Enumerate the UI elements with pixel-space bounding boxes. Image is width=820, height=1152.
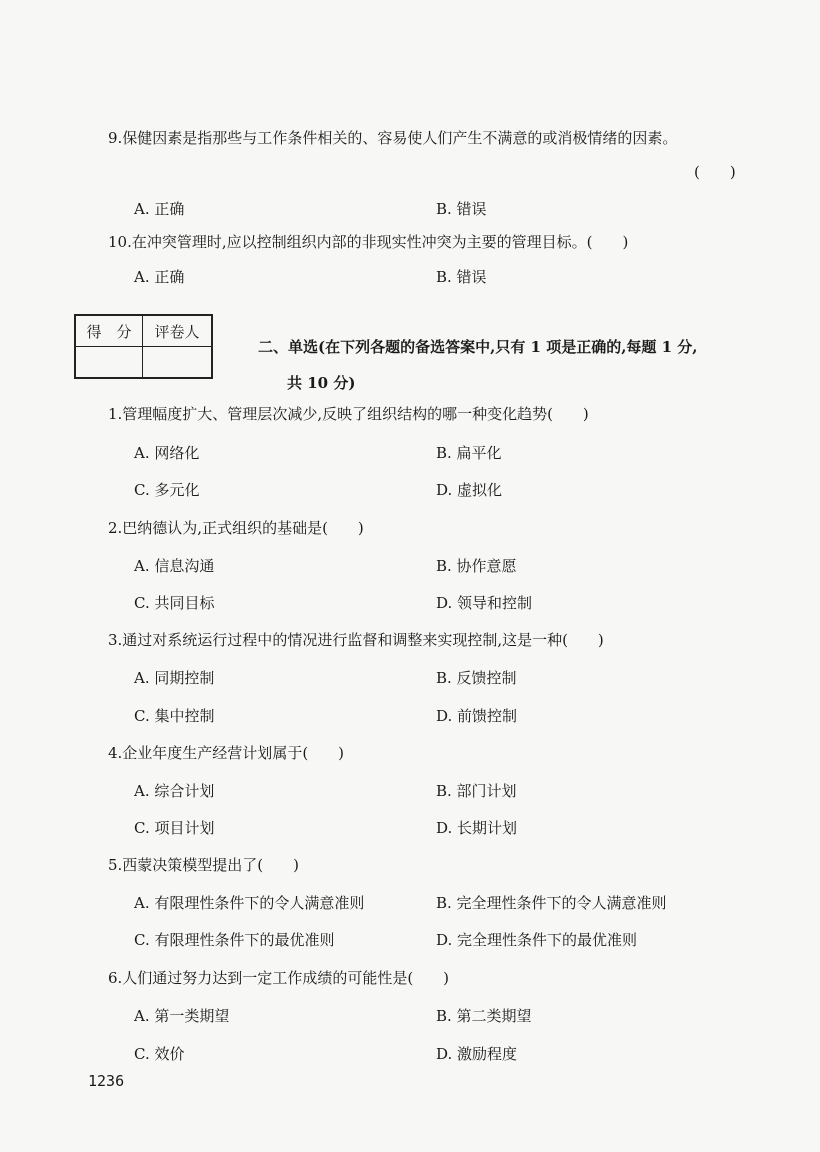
mc-1-option-d: D. 虚拟化	[436, 481, 503, 499]
grader-header: 评卷人	[143, 315, 213, 347]
mc-4-option-a: A. 综合计划	[134, 782, 215, 800]
section-2-header-line-1: 二、单选(在下列各题的备选答案中,只有 1 项是正确的,每题 1 分,	[258, 338, 698, 356]
mc-6-option-a: A. 第一类期望	[134, 1007, 230, 1025]
grader-cell	[143, 347, 213, 379]
mc-4-option-c: C. 项目计划	[134, 819, 215, 837]
question-10-option-b: B. 错误	[436, 268, 487, 286]
score-cell	[75, 347, 143, 379]
mc-2-option-d: D. 领导和控制	[436, 594, 533, 612]
mc-4-option-d: D. 长期计划	[436, 819, 518, 837]
mc-6-option-d: D. 激励程度	[436, 1045, 518, 1063]
mc-6-option-c: C. 效价	[134, 1045, 185, 1063]
score-header: 得 分	[75, 315, 143, 347]
question-9-answer-paren: ( )	[694, 163, 736, 181]
section-2-header-line-2: 共 10 分)	[287, 374, 356, 392]
question-9-option-b: B. 错误	[436, 200, 487, 218]
mc-3-option-a: A. 同期控制	[134, 669, 215, 687]
mc-5-option-d: D. 完全理性条件下的最优准则	[436, 931, 638, 949]
mc-5-option-b: B. 完全理性条件下的令人满意准则	[436, 894, 667, 912]
mc-5-option-c: C. 有限理性条件下的最优准则	[134, 931, 335, 949]
mc-2-option-c: C. 共同目标	[134, 594, 215, 612]
mc-6-option-b: B. 第二类期望	[436, 1007, 532, 1025]
question-9-text: 9.保健因素是指那些与工作条件相关的、容易使人们产生不满意的或消极情绪的因素。	[108, 129, 678, 147]
mc-3-option-b: B. 反馈控制	[436, 669, 517, 687]
question-9-option-a: A. 正确	[134, 200, 185, 218]
mc-3-option-d: D. 前馈控制	[436, 707, 518, 725]
mc-question-3: 3.通过对系统运行过程中的情况进行监督和调整来实现控制,这是一种( )	[108, 631, 604, 649]
mc-2-option-b: B. 协作意愿	[436, 557, 517, 575]
question-10-option-a: A. 正确	[134, 268, 185, 286]
mc-5-option-a: A. 有限理性条件下的令人满意准则	[134, 894, 365, 912]
question-10-text: 10.在冲突管理时,应以控制组织内部的非现实性冲突为主要的管理目标。( )	[108, 233, 629, 251]
mc-2-option-a: A. 信息沟通	[134, 557, 215, 575]
mc-question-6: 6.人们通过努力达到一定工作成绩的可能性是( )	[108, 969, 450, 987]
score-table	[74, 314, 213, 379]
mc-question-1: 1.管理幅度扩大、管理层次减少,反映了组织结构的哪一种变化趋势( )	[108, 405, 589, 423]
mc-question-5: 5.西蒙决策模型提出了( )	[108, 856, 300, 874]
mc-1-option-c: C. 多元化	[134, 481, 200, 499]
mc-question-2: 2.巴纳德认为,正式组织的基础是( )	[108, 519, 364, 537]
mc-4-option-b: B. 部门计划	[436, 782, 517, 800]
mc-1-option-b: B. 扁平化	[436, 444, 502, 462]
page-number: 1236	[88, 1072, 125, 1090]
mc-3-option-c: C. 集中控制	[134, 707, 215, 725]
mc-question-4: 4.企业年度生产经营计划属于( )	[108, 744, 345, 762]
mc-1-option-a: A. 网络化	[134, 444, 200, 462]
